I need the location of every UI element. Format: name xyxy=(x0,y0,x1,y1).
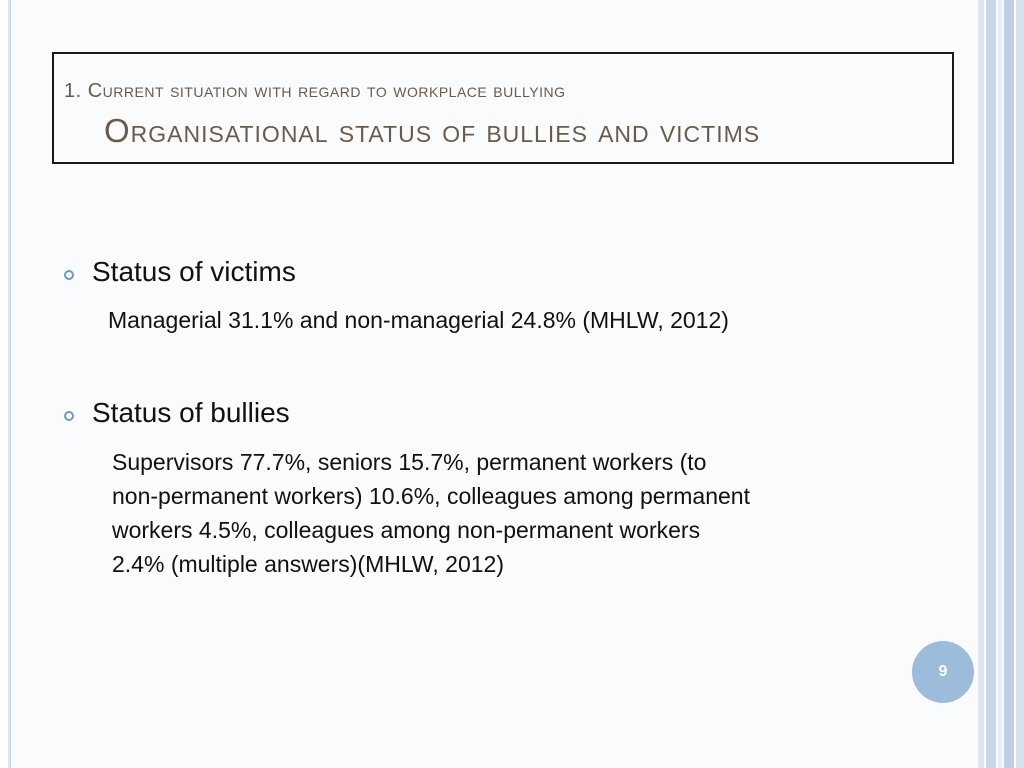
section-text-bullies xyxy=(112,445,750,581)
text-line: Supervisors 77.7%, seniors 15.7%, permanent workers (to xyxy=(112,449,707,475)
slide-title: Organisational status of bullies and victims xyxy=(104,112,761,149)
section-heading-bullies: Status of bullies xyxy=(92,397,290,428)
right-decorative-stripes xyxy=(978,0,1024,768)
slide-subtitle: 1. Current situation with regard to workplace bullying xyxy=(64,80,566,102)
text-line: Managerial 31.1% and non-managerial 24.8% (MHLW, 2012) xyxy=(108,307,729,333)
section-heading-victims: Status of victims xyxy=(92,256,296,287)
text-line: workers 4.5%, colleagues among non-permanent workers xyxy=(112,517,701,543)
bullet-circle-icon xyxy=(64,411,74,421)
text-line: 2.4% (multiple answers)(MHLW, 2012) xyxy=(112,551,504,577)
page-number-badge: 9 xyxy=(912,641,974,703)
text-line: non-permanent workers) 10.6%, colleagues among permanent xyxy=(112,483,750,509)
title-box xyxy=(52,52,954,164)
section-text-victims xyxy=(108,303,729,337)
bullet-circle-icon xyxy=(64,270,74,280)
left-edge-line xyxy=(8,0,10,768)
